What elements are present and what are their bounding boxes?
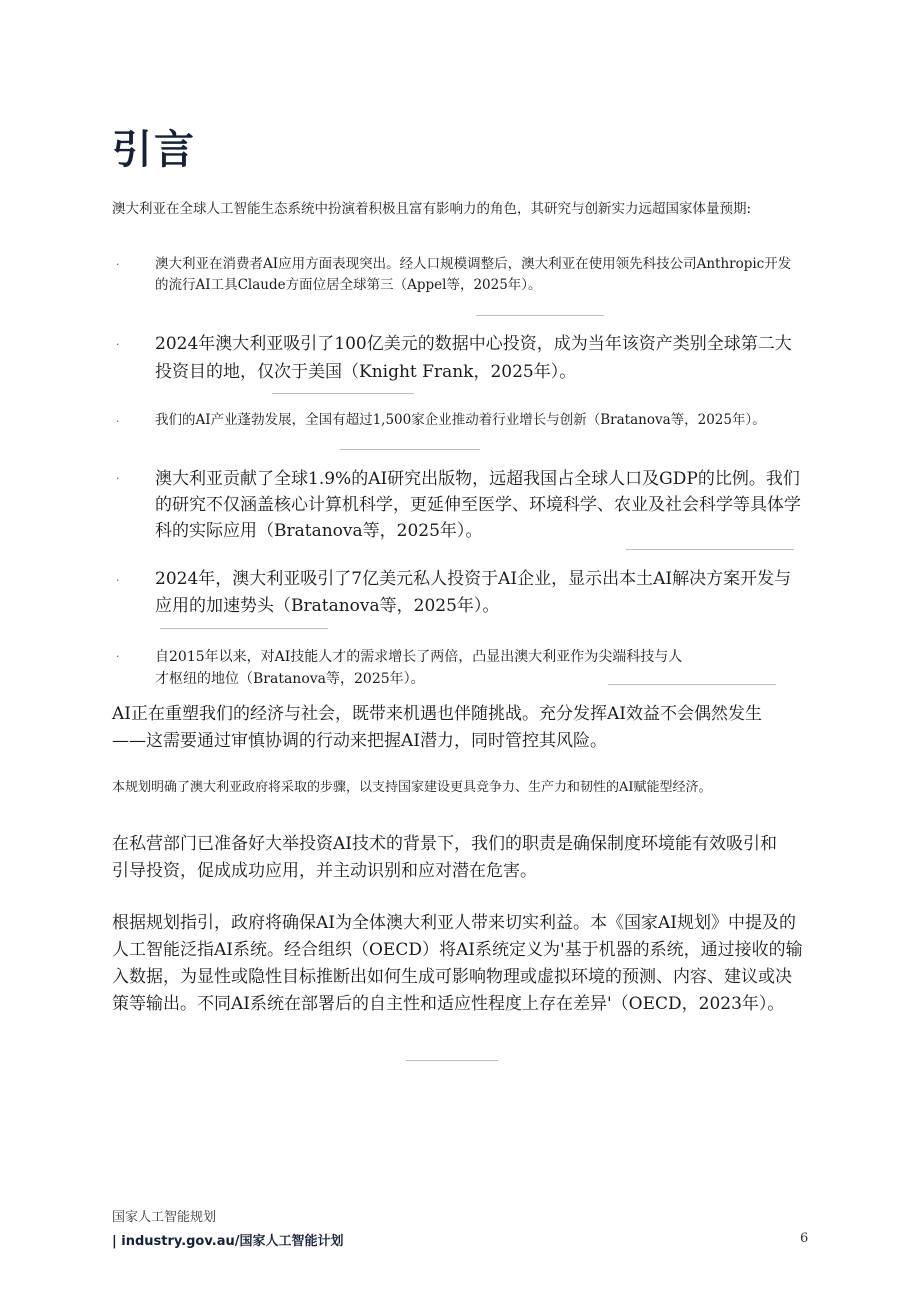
body-paragraph: 在私营部门已准备好大举投资AI技术的背景下，我们的职责是确保制度环境能有效吸引和引导投资，促成成功应用，并主动识别和应对潜在危害。 bbox=[112, 834, 777, 881]
divider bbox=[626, 549, 794, 550]
footer-website-link[interactable]: | industry.gov.au/国家人工智能计划 bbox=[112, 1234, 344, 1249]
bullet-item: 我们的AI产业蓬勃发展，全国有超过1,500家企业推动着行业增长与创新（Bratanova等，2025年）。 bbox=[155, 412, 766, 428]
body-paragraph: 根据规划指引，政府将确保AI为全体澳大利亚人带来切实利益。本《国家AI规划》中提及的人工智能泛指AI系统。经合组织（OECD）将AI系统定义为'基于机器的系统，通过接收的输入数据，为显性或隐性目标推断出如何生成可影响物理或虚拟环境的预测、内容、建议或决策等输出。不同AI系统在部署后的自主性和适应性程度上存在差异'（OECD，2023年）。 bbox=[112, 913, 803, 1014]
page-number: 6 bbox=[800, 1231, 809, 1246]
bullet-marker: · bbox=[116, 650, 120, 663]
page-title: 引言 bbox=[112, 127, 196, 173]
bullet-item: 澳大利亚在消费者AI应用方面表现突出。经人口规模调整后，澳大利亚在使用领先科技公司Anthropic开发的流行AI工具Claude方面位居全球第三（Appel等，2025年）。 bbox=[155, 256, 792, 293]
divider bbox=[476, 315, 604, 316]
bullet-item: 2024年澳大利亚吸引了100亿美元的数据中心投资，成为当年该资产类别全球第二大投资目的地，仅次于美国（Knight Frank，2025年）。 bbox=[155, 334, 792, 382]
intro-paragraph: 澳大利亚在全球人工智能生态系统中扮演着积极且富有影响力的角色，其研究与创新实力远超国家体量预期: bbox=[112, 201, 752, 217]
bullet-item: 2024年，澳大利亚吸引了7亿美元私人投资于AI企业，显示出本土AI解决方案开发与应用的加速势头（Bratanova等，2025年）。 bbox=[155, 569, 792, 616]
bullet-marker: · bbox=[116, 574, 120, 587]
bullet-marker: · bbox=[116, 338, 120, 351]
divider bbox=[160, 628, 328, 629]
divider bbox=[340, 449, 480, 450]
body-paragraph: 本规划明确了澳大利亚政府将采取的步骤，以支持国家建设更具竞争力、生产力和韧性的AI赋能型经济。 bbox=[112, 780, 712, 795]
bullet-marker: · bbox=[116, 472, 120, 485]
bullet-item: 自2015年以来，对AI技能人才的需求增长了两倍，凸显出澳大利亚作为尖端科技与人才枢纽的地位（Bratanova等，2025年）。 bbox=[155, 649, 683, 687]
bullet-marker: · bbox=[116, 415, 120, 428]
divider bbox=[272, 393, 414, 394]
bullet-marker: · bbox=[116, 258, 120, 271]
bullet-item: 澳大利亚贡献了全球1.9%的AI研究出版物，远超我国占全球人口及GDP的比例。我们的研究不仅涵盖核心计算机科学，更延伸至医学、环境科学、农业及社会科学等具体学科的实际应用（Bratanova等，2025年）。 bbox=[155, 469, 801, 541]
body-paragraph: AI正在重塑我们的经济与社会，既带来机遇也伴随挑战。充分发挥AI效益不会偶然发生——这需要通过审慎协调的行动来把握AI潜力，同时管控其风险。 bbox=[112, 704, 762, 751]
divider bbox=[406, 1060, 498, 1061]
footer-document-title: 国家人工智能规划 bbox=[112, 1210, 217, 1225]
divider bbox=[608, 684, 776, 685]
